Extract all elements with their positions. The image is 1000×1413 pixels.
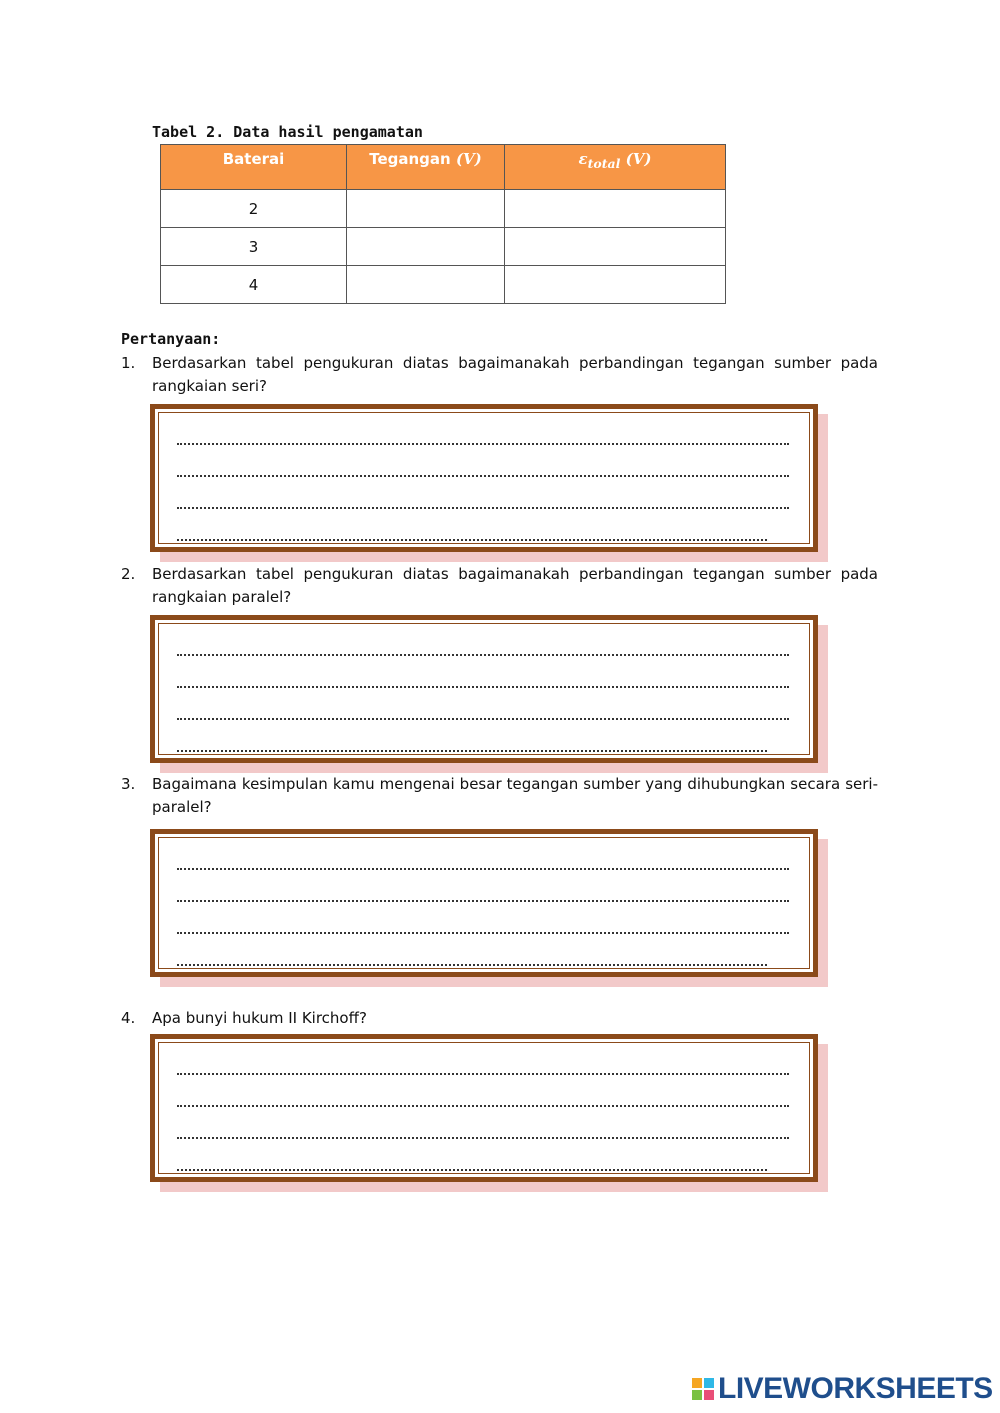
answer-box-frame — [150, 829, 818, 977]
answer-box-inner-border — [158, 837, 810, 969]
observation-table — [160, 144, 726, 304]
answer-box-2[interactable] — [150, 615, 818, 763]
answer-line[interactable] — [177, 1073, 789, 1075]
answer-box-inner-border — [158, 623, 810, 755]
question-number: 4. — [121, 1009, 136, 1027]
header-baterai: Baterai — [161, 145, 347, 190]
answer-line[interactable] — [177, 654, 789, 656]
answer-box-3[interactable] — [150, 829, 818, 977]
answer-box-frame — [150, 615, 818, 763]
header-emf-total: $\varepsilon_{total}$ (V) — [505, 145, 726, 190]
cell-tegangan[interactable] — [347, 266, 505, 304]
question-text: Berdasarkan tabel pengukuran diatas bagaimanakah perbandingan tegangan sumber pada rangkaian paralel? — [152, 565, 878, 606]
answer-line[interactable] — [177, 900, 789, 902]
table-row — [161, 266, 726, 304]
answer-line[interactable] — [177, 868, 789, 870]
cell-emf[interactable] — [505, 266, 726, 304]
header-tegangan: Tegangan (V) — [347, 145, 505, 190]
question-text: Bagaimana kesimpulan kamu mengenai besar tegangan sumber yang dihubungkan secara seri-paralel? — [152, 775, 878, 816]
answer-box-4[interactable] — [150, 1034, 818, 1182]
question-text: Berdasarkan tabel pengukuran diatas bagaimanakah perbandingan tegangan sumber pada rangkaian seri? — [152, 354, 878, 395]
question-4 — [121, 1007, 878, 1030]
answer-line[interactable] — [177, 932, 789, 934]
question-2 — [121, 563, 878, 609]
table-row — [161, 228, 726, 266]
answer-line[interactable] — [177, 1105, 789, 1107]
question-1 — [121, 352, 878, 398]
cell-baterai: 4 — [161, 266, 347, 304]
answer-box-1[interactable] — [150, 404, 818, 552]
answer-box-inner-border — [158, 1042, 810, 1174]
question-number: 1. — [121, 354, 136, 372]
cell-emf[interactable] — [505, 190, 726, 228]
table-row — [161, 190, 726, 228]
cell-baterai: 3 — [161, 228, 347, 266]
answer-line[interactable] — [177, 750, 767, 752]
liveworksheets-logo — [692, 1372, 993, 1406]
table-caption: Tabel 2. Data hasil pengamatan — [152, 123, 423, 141]
cell-tegangan[interactable] — [347, 190, 505, 228]
answer-line[interactable] — [177, 507, 789, 509]
answer-line[interactable] — [177, 718, 789, 720]
logo-text: LIVEWORKSHEETS — [718, 1372, 993, 1405]
answer-line[interactable] — [177, 475, 789, 477]
answer-box-frame — [150, 1034, 818, 1182]
answer-line[interactable] — [177, 1137, 789, 1139]
answer-box-frame — [150, 404, 818, 552]
answer-line[interactable] — [177, 686, 789, 688]
answer-line[interactable] — [177, 443, 789, 445]
answer-line[interactable] — [177, 1169, 767, 1171]
question-3 — [121, 773, 878, 819]
answer-line[interactable] — [177, 539, 767, 541]
cell-emf[interactable] — [505, 228, 726, 266]
question-number: 3. — [121, 775, 136, 793]
answer-line[interactable] — [177, 964, 767, 966]
cell-tegangan[interactable] — [347, 228, 505, 266]
section-label-pertanyaan: Pertanyaan: — [121, 330, 221, 348]
question-text: Apa bunyi hukum II Kirchoff? — [152, 1009, 367, 1027]
liveworksheets-logo-icon — [692, 1378, 714, 1400]
answer-box-inner-border — [158, 412, 810, 544]
cell-baterai: 2 — [161, 190, 347, 228]
question-number: 2. — [121, 565, 136, 583]
